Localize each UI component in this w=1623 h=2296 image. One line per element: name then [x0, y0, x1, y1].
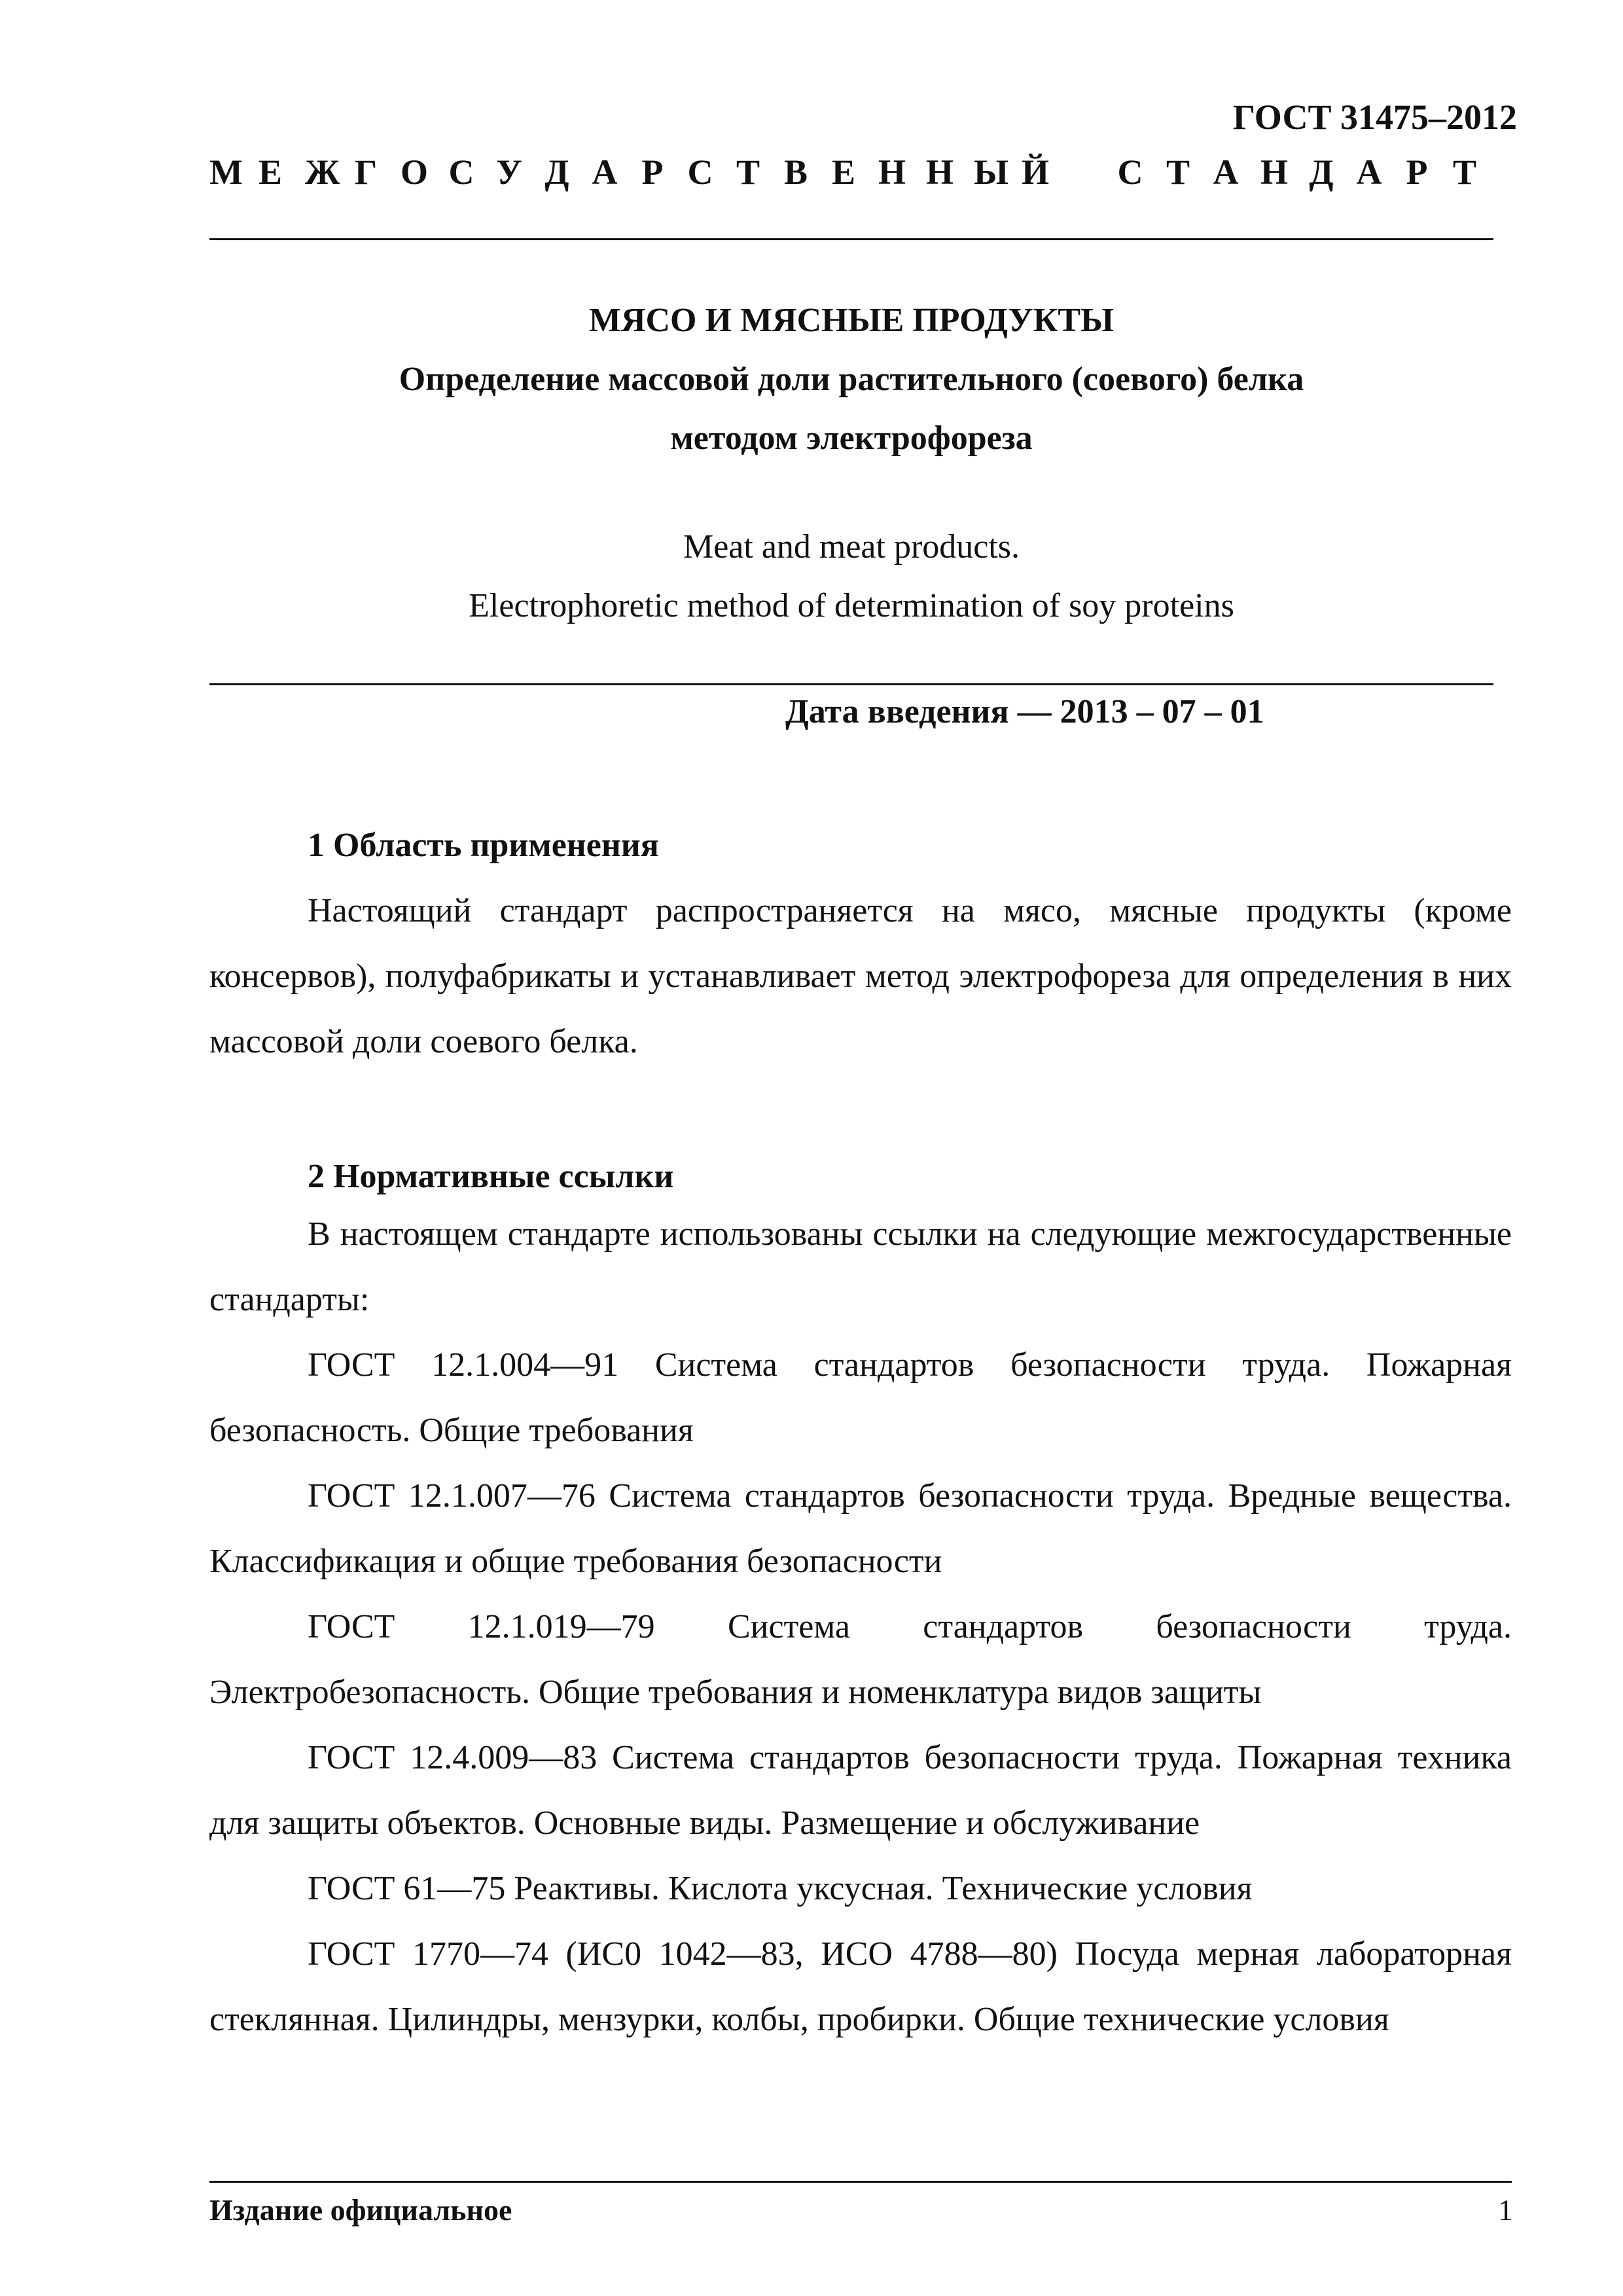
standard-type-letter: [1069, 152, 1096, 192]
standard-type-letter: Н: [878, 152, 906, 192]
standard-type-letter: Р: [641, 152, 664, 192]
page-number: 1: [1498, 2193, 1513, 2227]
document-subtitle: Определение массовой доли растительного (соевого) белка: [399, 361, 1304, 398]
english-subtitle: Electrophoretic method of determination of soy proteins: [469, 587, 1234, 624]
document-subtitle-line2: методом электрофореза: [670, 420, 1033, 457]
standard-type-letter: Ы: [974, 152, 1009, 192]
standard-type-letter: В: [783, 152, 808, 192]
standard-type-letter: Т: [1452, 152, 1477, 192]
footer-divider: [209, 2181, 1512, 2183]
title-divider: [209, 683, 1493, 685]
standard-type-letter: А: [1356, 152, 1382, 192]
standard-type-letter: Й: [1022, 152, 1050, 192]
section-1-heading: 1 Область применения: [308, 827, 659, 864]
reference-item: ГОСТ 61—75 Реактивы. Кислота уксусная. Технические условия: [308, 1870, 1253, 1907]
standard-designation: ГОСТ 31475–2012: [1232, 98, 1517, 137]
standard-type-letter: Т: [736, 152, 760, 192]
document-title: МЯСО И МЯСНЫЕ ПРОДУКТЫ: [588, 302, 1115, 339]
edition-label: Издание официальное: [209, 2193, 512, 2227]
standard-type-letter: Р: [1406, 152, 1428, 192]
english-title: Meat and meat products.: [683, 528, 1020, 565]
section-1-text: Настоящий стандарт распространяется на мясо, мясные продукты (кроме консервов), полуфабрикаты и устанавливает метод электрофореза для определения в них массовой доли соевого белка.: [209, 892, 1512, 1060]
standard-type-letter: М: [209, 152, 243, 192]
standard-type-letter: Д: [1309, 152, 1334, 192]
standard-type-letter: А: [592, 152, 618, 192]
standard-type-letter: Т: [1166, 152, 1190, 192]
standard-type-letter: О: [401, 152, 429, 192]
reference-item: ГОСТ 12.1.004—91 Система стандартов безопасности труда. Пожарная безопасность. Общие требования: [209, 1346, 1512, 1449]
reference-item: ГОСТ 12.4.009—83 Система стандартов безопасности труда. Пожарная техника для защиты объектов. Основные виды. Размещение и обслуживание: [209, 1739, 1512, 1842]
standard-type-letter: Е: [831, 152, 856, 192]
standard-type-letter: Д: [544, 152, 569, 192]
standard-type-letter: С: [448, 152, 474, 192]
reference-item: ГОСТ 12.1.007—76 Система стандартов безопасности труда. Вредные вещества. Классификация и общие требования безопасности: [209, 1477, 1512, 1580]
standard-type-heading: [209, 152, 1478, 192]
reference-item: ГОСТ 1770—74 (ИС0 1042—83, ИСО 4788—80) Посуда мерная лабораторная стеклянная. Цилиндры, мензурки, колбы, пробирки. Общие технические условия: [209, 1935, 1512, 2038]
standard-type-letter: С: [1117, 152, 1143, 192]
reference-item: ГОСТ 12.1.019—79 Система стандартов безопасности труда. Электробезопасность. Общие требования и номенклатура видов защиты: [209, 1608, 1512, 1711]
standard-type-letter: С: [687, 152, 713, 192]
standard-type-letter: Н: [1260, 152, 1289, 192]
standard-type-letter: Н: [926, 152, 954, 192]
standard-type-letter: Е: [258, 152, 283, 192]
header-divider: [209, 238, 1493, 240]
section-2-intro: В настоящем стандарте использованы ссылки на следующие межгосударственные стандарты:: [209, 1215, 1512, 1318]
standard-type-letter: У: [496, 152, 522, 192]
standard-type-letter: Г: [354, 152, 378, 192]
standard-type-letter: А: [1213, 152, 1239, 192]
reference-list: [209, 1333, 1512, 2053]
section-2-heading: 2 Нормативные ссылки: [308, 1158, 674, 1195]
standard-type-letter: Ж: [305, 152, 340, 192]
introduction-date: Дата введения — 2013 – 07 – 01: [785, 693, 1264, 730]
